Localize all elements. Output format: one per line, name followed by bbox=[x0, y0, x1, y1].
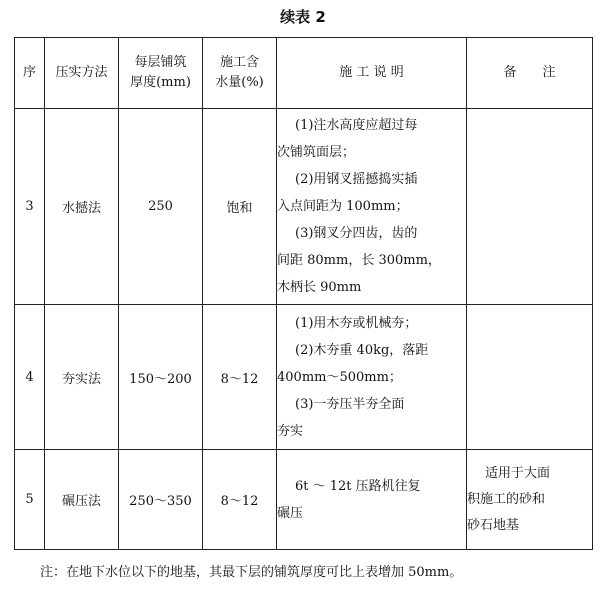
desc-line: (2)木夯重 40kg，落距 bbox=[295, 342, 429, 358]
desc-line: 间距 80mm，长 300mm， bbox=[277, 253, 441, 268]
header-thickness-line2: 厚度(mm) bbox=[130, 75, 191, 90]
header-moisture bbox=[203, 38, 277, 109]
header-seq: 序 bbox=[15, 38, 45, 109]
row-moisture: 8～12 bbox=[203, 450, 277, 550]
row-method: 水撼法 bbox=[45, 109, 119, 305]
desc-line: 夯实 bbox=[277, 423, 304, 439]
table-row bbox=[15, 109, 593, 305]
desc-line: 6t ～ 12t 压路机往复 bbox=[295, 478, 421, 494]
row-thickness: 150～200 bbox=[119, 305, 203, 450]
row-method: 碾压法 bbox=[45, 450, 119, 550]
row-seq: 3 bbox=[15, 109, 45, 305]
desc-line: (1)注水高度应超过每 bbox=[295, 118, 418, 133]
desc-line: (2)用钢叉摇撼捣实插 bbox=[295, 172, 418, 187]
desc-line: 400mm～500mm； bbox=[277, 369, 402, 385]
row-seq: 4 bbox=[15, 305, 45, 450]
row-description bbox=[277, 109, 467, 305]
row-seq: 5 bbox=[15, 450, 45, 550]
header-row bbox=[15, 38, 593, 109]
desc-line: 入点间距为 100mm； bbox=[277, 199, 409, 214]
header-thickness-line1: 每层铺筑 bbox=[134, 55, 187, 70]
header-moisture-line2: 水量(%) bbox=[215, 75, 264, 90]
table-row bbox=[15, 305, 593, 450]
desc-line: (3)一夯压半夯全面 bbox=[295, 396, 405, 412]
table-title: 续表 2 bbox=[280, 8, 326, 26]
remark-line: 砂石地基 bbox=[467, 517, 520, 533]
header-remarks: 备 注 bbox=[467, 38, 593, 109]
row-moisture: 饱和 bbox=[203, 109, 277, 305]
desc-line: 次铺筑面层； bbox=[277, 145, 356, 160]
row-remarks bbox=[467, 305, 593, 450]
desc-line: (3)钢叉分四齿，齿的 bbox=[295, 226, 418, 241]
table-row bbox=[15, 450, 593, 550]
row-remarks bbox=[467, 109, 593, 305]
row-thickness: 250 bbox=[119, 109, 203, 305]
desc-line: 木柄长 90mm bbox=[277, 280, 362, 295]
table-footnote: 注：在地下水位以下的地基，其最下层的铺筑厚度可比上表增加 50mm。 bbox=[40, 565, 463, 580]
header-method: 压实方法 bbox=[45, 38, 119, 109]
desc-line: (1)用木夯或机械夯； bbox=[295, 315, 418, 331]
compaction-table bbox=[14, 37, 593, 550]
header-description: 施 工 说 明 bbox=[277, 38, 467, 109]
row-moisture: 8～12 bbox=[203, 305, 277, 450]
desc-line: 碾压 bbox=[277, 505, 304, 521]
remark-line: 适用于大面 bbox=[485, 465, 551, 481]
row-thickness: 250～350 bbox=[119, 450, 203, 550]
row-method: 夯实法 bbox=[45, 305, 119, 450]
remark-line: 积施工的砂和 bbox=[467, 491, 546, 507]
header-moisture-line1: 施工含 bbox=[219, 55, 259, 70]
row-description bbox=[277, 305, 467, 450]
row-remarks bbox=[467, 450, 593, 550]
header-thickness bbox=[119, 38, 203, 109]
row-description bbox=[277, 450, 467, 550]
